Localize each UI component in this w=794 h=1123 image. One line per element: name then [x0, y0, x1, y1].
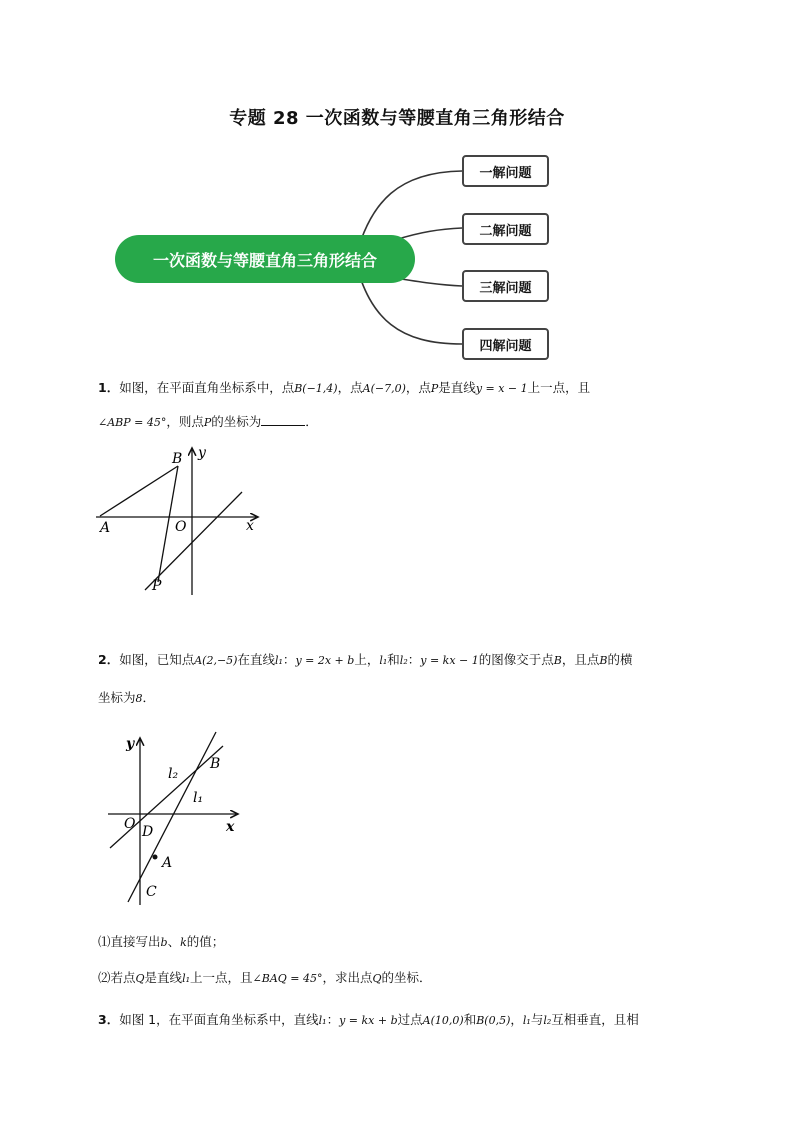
q3-line-1	[98, 1010, 639, 1031]
q3-text: 过点	[397, 1012, 423, 1027]
q1-point-b: B(−1,4)	[294, 382, 338, 395]
q3-point-b: B(0,5)	[476, 1014, 511, 1027]
q2-line-1	[98, 650, 633, 671]
q2-text: 如图，已知点	[119, 652, 195, 667]
q3-number: 3．	[98, 1012, 120, 1027]
q2-text: ，求出点	[322, 970, 373, 985]
q2-sub-2	[98, 968, 432, 989]
q2-text: ：	[407, 652, 421, 667]
q2-text: 的值；	[186, 934, 225, 949]
q3-point-a: A(10,0)	[422, 1014, 464, 1027]
q3-l1b: l₁	[522, 1014, 531, 1027]
mind-map-root: 一次函数与等腰直角三角形结合	[115, 235, 415, 283]
q3-text: 与	[530, 1012, 544, 1027]
q1-equation: y = x − 1	[475, 382, 528, 395]
q2-point-q2: Q	[372, 972, 382, 985]
mind-map-node-3: 三解问题	[462, 270, 549, 302]
q1-number: 1．	[98, 380, 120, 395]
q2-text: 坐标为	[98, 690, 136, 705]
q2-text: 上，	[354, 652, 380, 667]
q1-point-p: P	[430, 382, 439, 395]
page-title: 专题 28 一次函数与等腰直角三角形结合	[229, 108, 565, 129]
q2-label-a: A	[162, 855, 173, 871]
q1-label-p: P	[152, 578, 162, 594]
q2-text: ．	[142, 690, 156, 705]
q1-text: ，则点	[166, 414, 204, 429]
q3-text: ：	[326, 1012, 340, 1027]
q2-line-2	[98, 688, 155, 709]
q2-number-8: 8	[135, 692, 143, 705]
q1-text: ，点	[405, 380, 431, 395]
q1-text: ，点	[337, 380, 363, 395]
q2-sub-1	[98, 932, 224, 953]
q2-label-d: D	[142, 824, 154, 840]
q2-equation-1: y = 2x + b	[295, 654, 355, 667]
q1-line-1	[98, 378, 590, 399]
q1-angle: ∠ABP = 45°	[98, 416, 167, 429]
q1-line-2	[98, 412, 318, 433]
q2-point-b2: B	[599, 654, 608, 667]
q1-text: 是直线	[438, 380, 476, 395]
q2-text: 是直线	[144, 970, 183, 985]
q2-point-q: Q	[135, 972, 145, 985]
q2-line-l2	[110, 746, 223, 848]
q2-var-k: k	[180, 936, 187, 949]
q1-label-o: O	[175, 519, 187, 535]
q1-text: 如图，在平面直角坐标系中，点	[119, 380, 295, 395]
q2-var-b: b	[160, 936, 168, 949]
q1-point-p2: P	[203, 416, 212, 429]
q1-label-b: B	[172, 451, 183, 467]
q2-point-a: A(2,−5)	[194, 654, 238, 667]
q3-text: 和	[463, 1012, 477, 1027]
q2-l1b: l₁	[379, 654, 388, 667]
q2-text: 的坐标．	[381, 970, 432, 985]
q2-label-c: C	[146, 884, 157, 900]
q1-text: ．	[305, 414, 318, 429]
q2-label-y: y	[126, 736, 135, 752]
q3-l1: l₁	[318, 1014, 327, 1027]
q2-figure	[100, 730, 260, 910]
q2-point-b: B	[553, 654, 562, 667]
q2-number: 2．	[98, 652, 120, 667]
mind-map-node-4: 四解问题	[462, 328, 549, 360]
q1-text: 上一点，且	[527, 380, 591, 395]
q2-text: 和	[387, 652, 400, 667]
q2-text: ⑴直接写出	[98, 934, 161, 949]
q2-text: 、	[167, 934, 181, 949]
q3-text: 互相垂直，且相	[551, 1012, 639, 1027]
q1-label-y: y	[198, 445, 206, 461]
mind-map-node-2: 二解问题	[462, 213, 549, 245]
q2-text: ：	[282, 652, 296, 667]
q1-text: 的坐标为	[211, 414, 262, 429]
q2-text: 的图像交于点	[478, 652, 554, 667]
q2-label-o: O	[124, 816, 136, 832]
q2-l2: l₂	[399, 654, 408, 667]
mind-map-node-1: 一解问题	[462, 155, 549, 187]
q1-point-a: A(−7,0)	[362, 382, 406, 395]
q2-point-a-dot	[153, 855, 158, 860]
q1-segment-ab	[100, 466, 178, 516]
q2-text: 在直线	[237, 652, 275, 667]
q1-figure	[90, 440, 270, 605]
mind-map	[0, 140, 794, 370]
q2-label-l1: l₁	[193, 790, 204, 806]
q2-line-l1	[128, 732, 216, 902]
q2-text: 的横	[607, 652, 633, 667]
q1-label-x: x	[246, 518, 254, 534]
q1-label-a: A	[100, 520, 111, 536]
q3-text: ，	[510, 1012, 523, 1027]
q2-label-x: x	[226, 819, 235, 835]
q2-angle: ∠BAQ = 45°	[252, 972, 323, 985]
q3-l2: l₂	[543, 1014, 552, 1027]
q1-answer-blank	[261, 413, 305, 426]
q3-text: 如图 1，在平面直角坐标系中，直线	[119, 1012, 319, 1027]
q1-line-l	[145, 492, 242, 590]
q2-l1: l₁	[274, 654, 283, 667]
q2-text: 上一点，且	[190, 970, 253, 985]
q2-text: ⑵若点	[98, 970, 136, 985]
q2-text: ，且点	[561, 652, 600, 667]
q2-equation-2: y = kx − 1	[420, 654, 479, 667]
q2-label-l2: l₂	[168, 766, 179, 782]
q2-label-b: B	[210, 756, 221, 772]
q2-l1c: l₁	[182, 972, 190, 985]
q3-equation: y = kx + b	[339, 1014, 398, 1027]
